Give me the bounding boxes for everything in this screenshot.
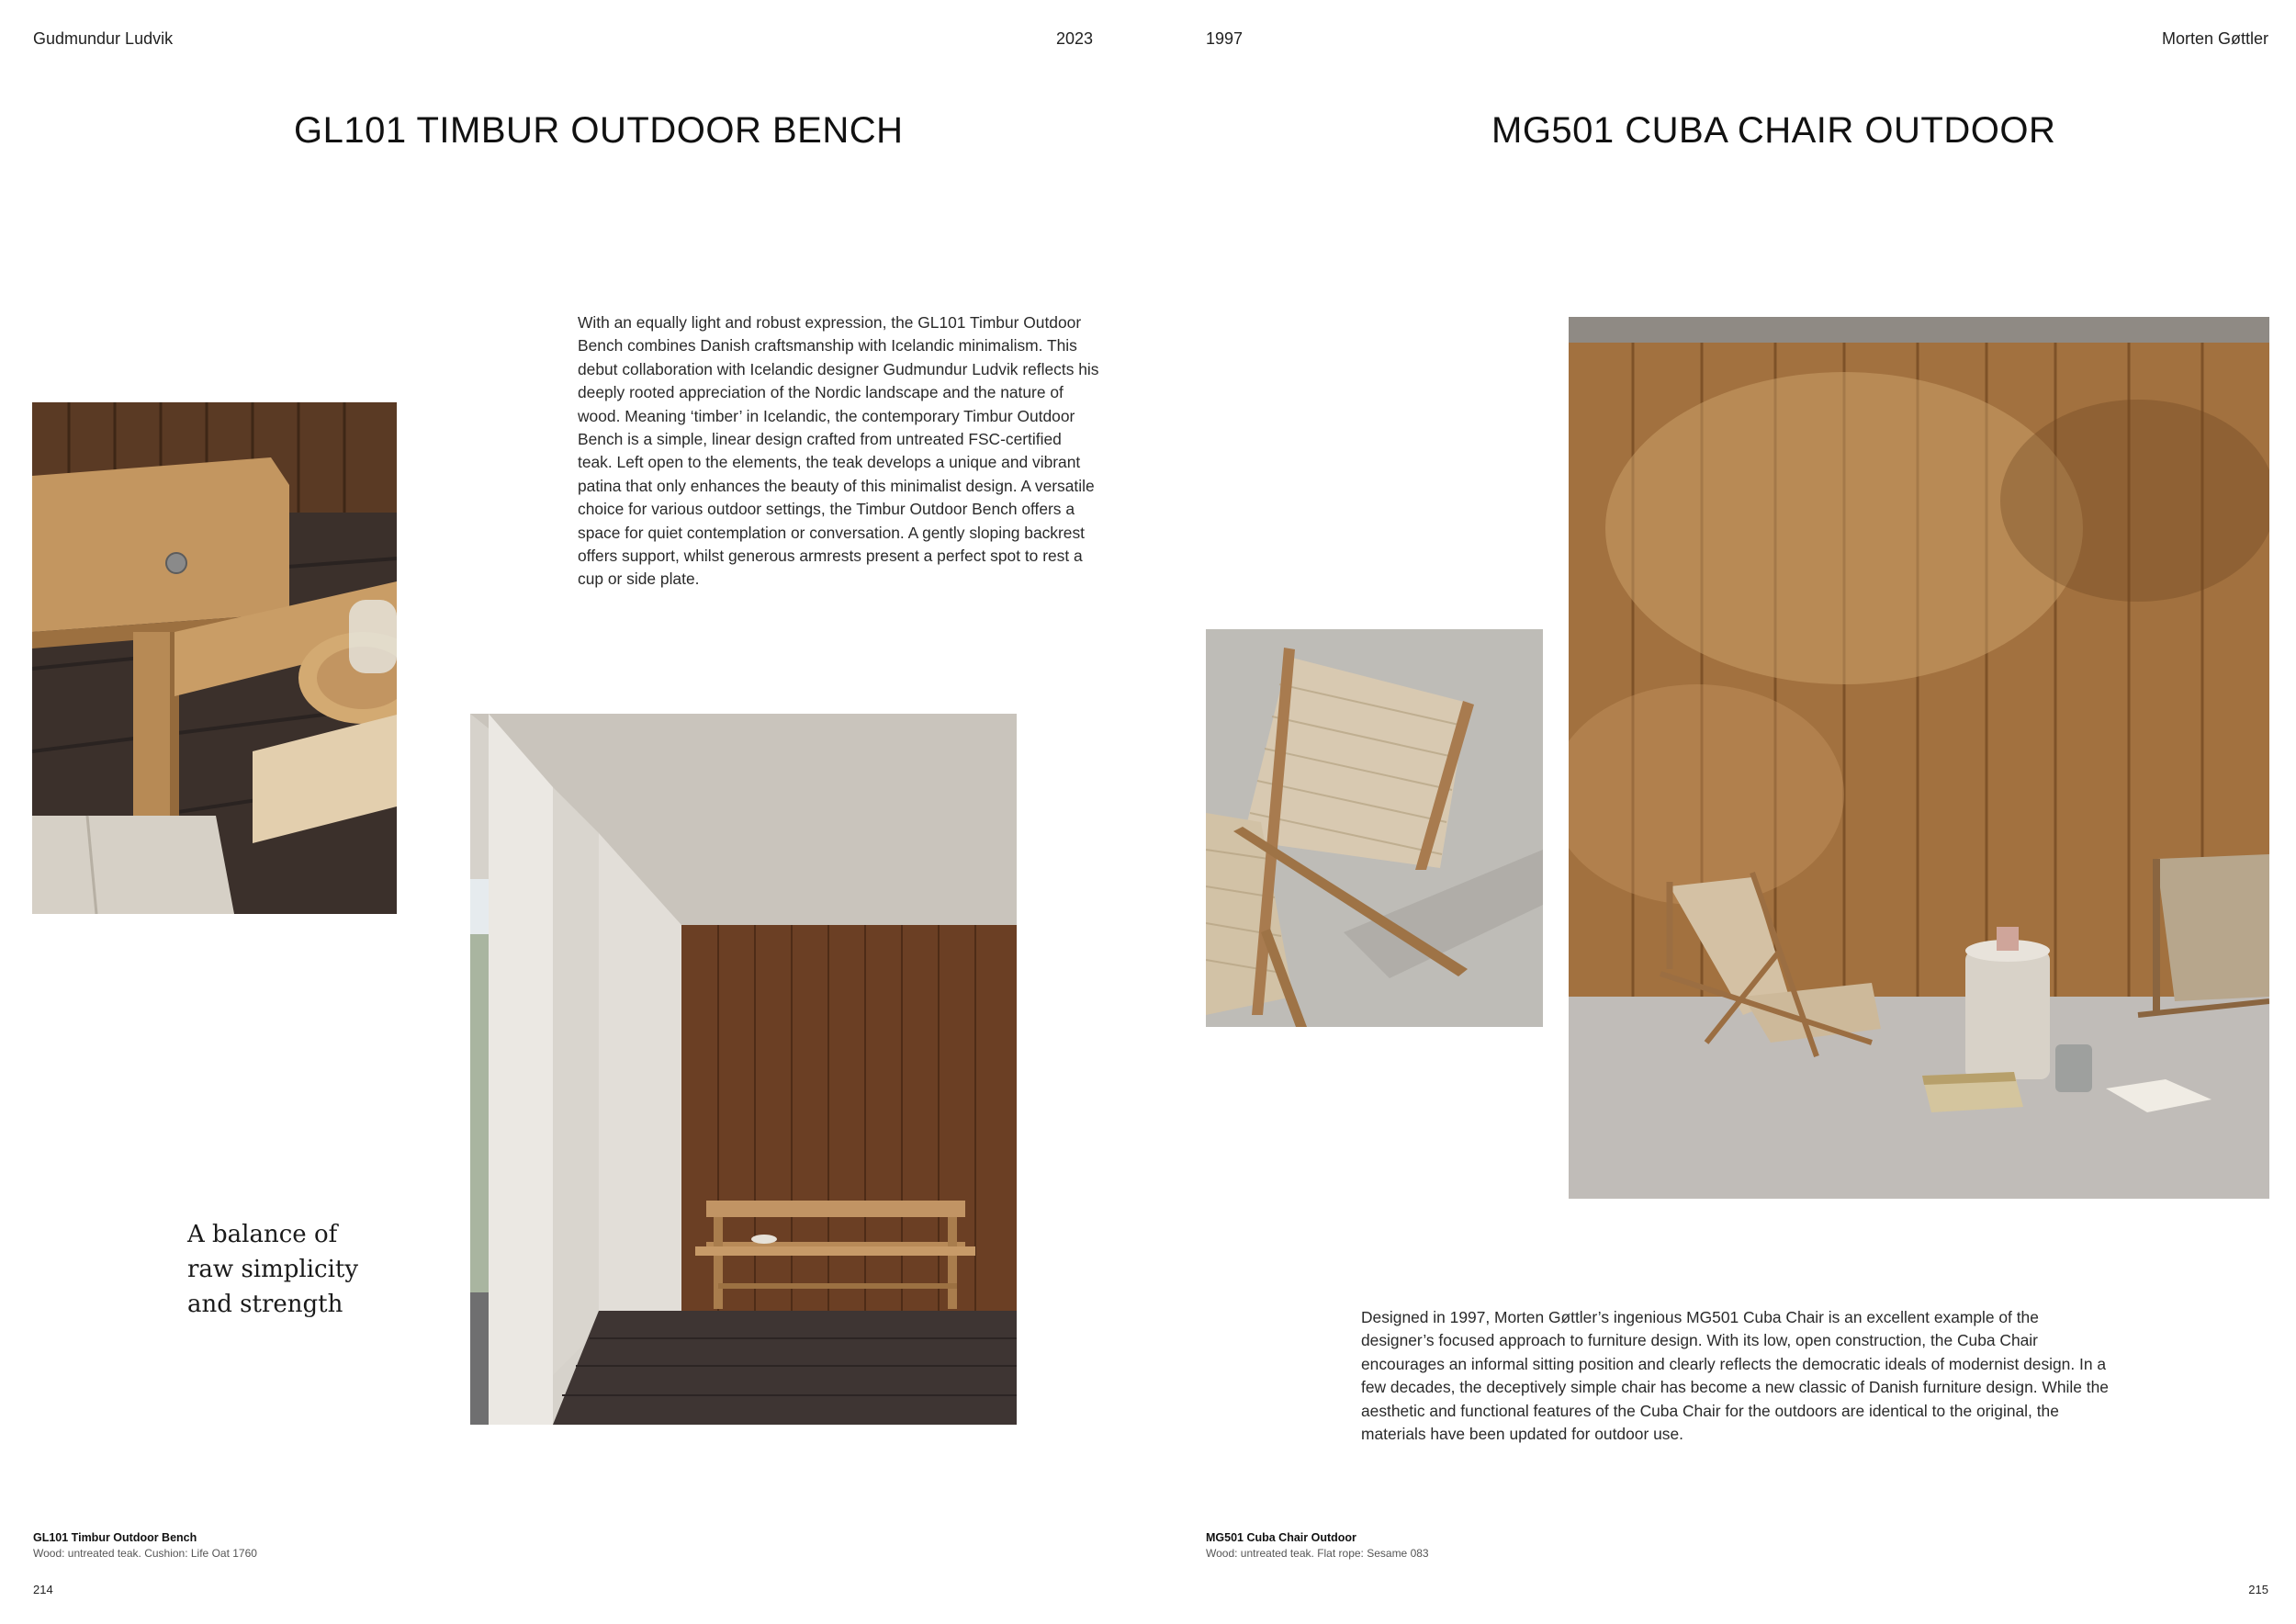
quote-line: and strength (187, 1291, 343, 1318)
right-page-number: 215 (2248, 1583, 2268, 1596)
left-page-title: GL101 TIMBUR OUTDOOR BENCH (294, 110, 904, 151)
right-caption-detail: Wood: untreated teak. Flat rope: Sesame 083 (1206, 1547, 1429, 1560)
left-year: 2023 (1056, 29, 1094, 48)
cuba-chair-photo (1206, 629, 1543, 1027)
quote-line: raw simplicity (187, 1256, 359, 1283)
left-designer-name: Gudmundur Ludvik (33, 29, 174, 48)
left-caption-title: GL101 Timbur Outdoor Bench (33, 1531, 197, 1544)
right-page-title: MG501 CUBA CHAIR OUTDOOR (1491, 110, 2056, 151)
left-description: With an equally light and robust expression, the GL101 Timbur Outdoor Bench combines Danish craftsmanship with Icelandic minimalism. This debut collaboration with Icelandic designer Gudmundur Ludvik reflects his deeply rooted appreciation of the Nordic landscape and the nature of wood. Meaning ‘timber’ in Icelandic, the contemporary Timbur Outdoor Bench is a simple, linear design crafted from untreated FSC-certified teak. Left open to the elements, the teak develops a unique and vibrant patina that only enhances the beauty of this minimalist design. A versatile choice for various outdoor settings, the Timbur Outdoor Bench offers a space for quiet contemplation or conversation. A gently sloping backrest offers support, whilst generous armrests present a perfect spot to rest a cup or side plate. (578, 313, 1099, 589)
bench-detail-photo (32, 402, 397, 914)
quote-line: A balance of (187, 1221, 338, 1248)
bench-terrace-photo (470, 714, 1017, 1425)
right-description: Designed in 1997, Morten Gøttler’s ingenious MG501 Cuba Chair is an excellent example of the designer’s focused approach to furniture design. With its low, open construction, the Cuba Chair encourages an informal sitting position and clearly reflects the democratic ideals of modernist design. In a few decades, the deceptively simple chair has become a new classic of Danish furniture design. While the aesthetic and functional features of the Cuba Chair for the outdoors are identical to the original, the materials have been updated for outdoor use. (1361, 1308, 2109, 1444)
right-year: 1997 (1206, 29, 1244, 48)
right-caption-title: MG501 Cuba Chair Outdoor (1206, 1531, 1356, 1544)
cuba-chairs-interior-photo (1569, 317, 2269, 1199)
pull-quote (187, 1217, 358, 1322)
left-page-number: 214 (33, 1583, 53, 1596)
right-designer-name: Morten Gøttler (2161, 29, 2268, 48)
left-caption-detail: Wood: untreated teak. Cushion: Life Oat 1760 (33, 1547, 257, 1560)
